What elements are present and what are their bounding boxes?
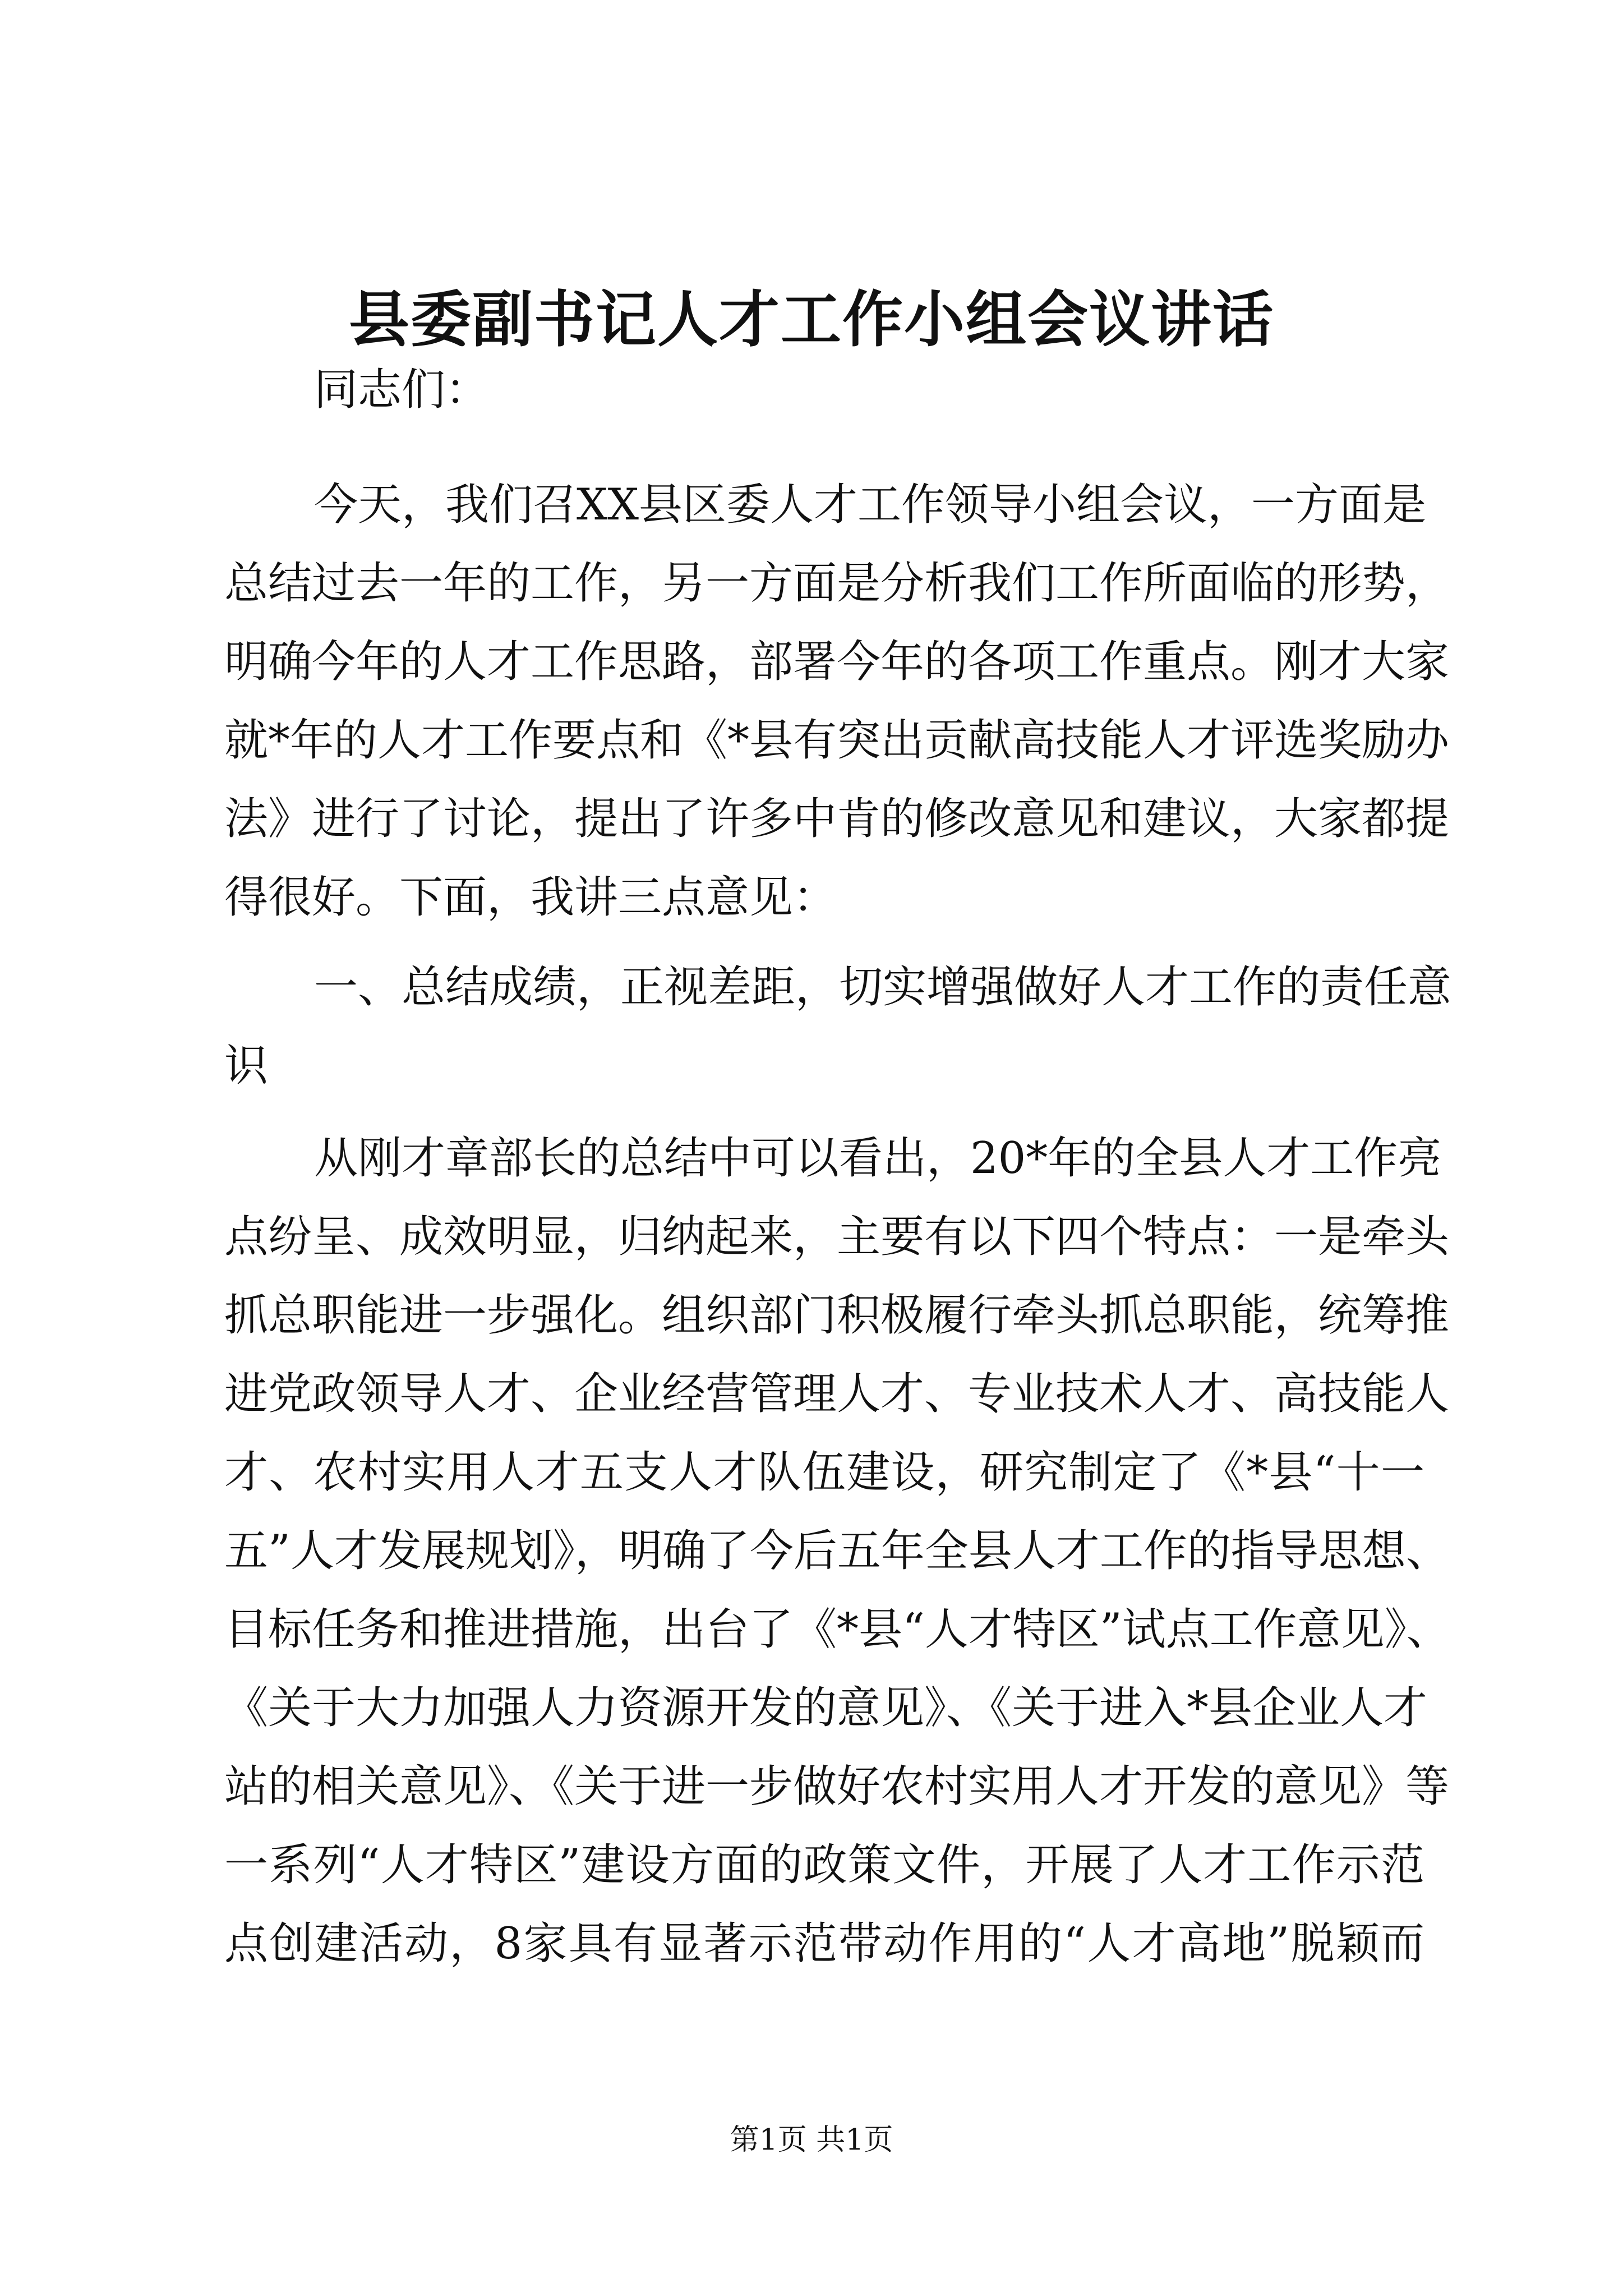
body-line: 点创建活动，8家具有显著示范带动作用的“人才高地”脱颖而 [224,1918,1424,1969]
body-line: 总结过去一年的工作，另一方面是分析我们工作所面临的形势， [224,558,1450,609]
body-line: 法》进行了讨论，提出了许多中肯的修改意见和建议，大家都提 [224,794,1450,844]
section-heading: 一、总结成绩，正视差距，切实增强做好人才工作的责任意 [314,962,1452,1013]
section-heading: 识 [224,1041,269,1091]
page-title: 县委副书记人才工作小组会议讲话 [348,284,1274,355]
body-line: 就*年的人才工作要点和《*县有突出贡献高技能人才评选奖励办 [224,715,1450,766]
body-line: 抓总职能进一步强化。组织部门积极履行牵头抓总职能，统筹推 [224,1290,1450,1341]
salutation: 同志们： [314,365,490,415]
body-line: 才、农村实用人才五支人才队伍建设，研究制定了《*县“十一 [224,1447,1424,1498]
body-line: 从刚才章部长的总结中可以看出，20*年的全县人才工作亮 [314,1133,1442,1184]
body-line: 五”人才发展规划》，明确了今后五年全县人才工作的指导思想、 [224,1526,1450,1576]
body-line: 今天，我们召XX县区委人才工作领导小组会议，一方面是 [314,480,1427,530]
body-line: 一系列“人才特区”建设方面的政策文件，开展了人才工作示范 [224,1840,1424,1890]
body-line: 点纷呈、成效明显，归纳起来，主要有以下四个特点：一是牵头 [224,1212,1450,1262]
body-line: 《关于大力加强人力资源开发的意见》、《关于进入*县企业人才 [224,1683,1428,1733]
page-footer: 第1页 共1页 [730,2123,893,2157]
body-line: 目标任务和推进措施，出台了《*县“人才特区”试点工作意见》、 [224,1604,1450,1655]
body-line: 明确今年的人才工作思路，部署今年的各项工作重点。刚才大家 [224,637,1450,687]
body-line: 进党政领导人才、企业经营管理人才、专业技术人才、高技能人 [224,1369,1450,1419]
body-line: 站的相关意见》、《关于进一步做好农村实用人才开发的意见》等 [224,1761,1450,1812]
body-line: 得很好。下面，我讲三点意见： [224,872,837,923]
